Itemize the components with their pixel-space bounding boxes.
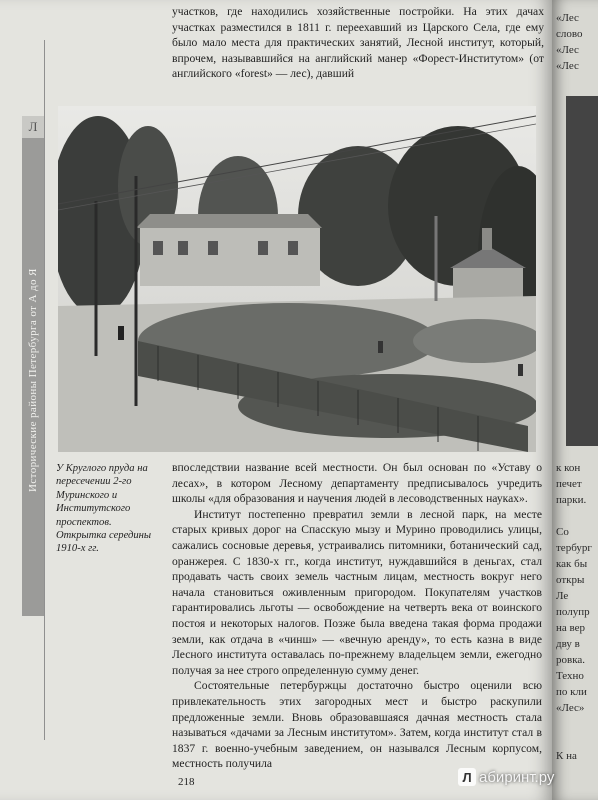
right-page-line: «Лес xyxy=(556,44,579,56)
body-paragraph-2: Институт постепенно превратил земли в лесной парк, на месте старых кривых дорог на Спасскую мызу и Мурино проводились улицы, сажались сосновые деревья, устраивались питомники, ботанический сад, оранжерея. С 1830-х гг., когда институт, нуждавшийся в деньгах, стал продавать часть своих земель частным лицам, местность вокруг него начала становиться оживленным пригородом. Покупателям участков гарантировались льготы — освобождение на четверть века от воинского постоя и некоторых налогов. Позже была введена такая форма продажи земли, как отдача в «чинш» — «вечную аренду», то есть казна в виде Лесного института оставалась по-прежнему владельцем земли, ежегодно получая за нее строго определенную сумму денег. xyxy=(172,507,542,677)
right-page-line: печет xyxy=(556,478,582,490)
right-page-line: дву в xyxy=(556,638,580,650)
watermark-text: абиринт.ру xyxy=(479,768,555,786)
body-text-block xyxy=(172,460,542,772)
right-page-line: «Лес» xyxy=(556,702,585,714)
photo-caption: У Круглого пруда на пересечении 2-го Муринского и Институтского проспектов. Открытка середины 1910-х гг. xyxy=(56,463,152,555)
top-paragraph: участков, где находились хозяйственные постройки. На этих дачах участках разместился в 1811 г. переехавший из Царского Села, где ему было мало места для практических занятий, Лесной институт, который, впрочем, называвшийся на английский манер «Форест-Институтом» (от английского «forest» — лес), давший xyxy=(172,5,544,81)
top-text-block xyxy=(172,4,544,82)
right-page-line: Техно xyxy=(556,670,584,682)
right-page-line: по кли xyxy=(556,686,587,698)
right-page-line: как бы xyxy=(556,558,588,570)
book-page-right xyxy=(552,0,598,800)
right-page-line: полупр xyxy=(556,606,590,618)
running-head-title: Исторические районы Петербурга от А до Я xyxy=(27,268,39,492)
section-letter: Л xyxy=(22,116,44,138)
body-paragraph-3: Состоятельные петербуржцы достаточно быстро оценили всю привлекательность этих загородных мест и быстро раскупили предложенные земли. Вновь образовавшаяся дачная местность стала называться «дачами за Лесным институтом». Затем, когда институт стал в 1837 г. военно-учебным заведением, он назывался Лесным корпусом, местность получила xyxy=(172,679,542,771)
body-paragraph-1: впоследствии название всей местности. Он был основан по «Уставу о лесах», в котором Лесному департаменту предписывалось учредить школы «для образования и научения людей в лесоводственных науках». xyxy=(172,461,542,506)
right-page-line: откры xyxy=(556,574,585,586)
right-page-photo xyxy=(566,96,598,446)
right-page-line: «Лес xyxy=(556,12,579,24)
historic-photograph xyxy=(58,106,536,452)
labirint-logo-icon: Л xyxy=(458,768,476,786)
right-page-line: слово xyxy=(556,28,583,40)
margin-rule xyxy=(44,40,45,740)
page-number: 218 xyxy=(178,776,195,788)
right-page-line: ровка. xyxy=(556,654,586,666)
right-page-line: парки. xyxy=(556,494,587,506)
right-page-line: К на xyxy=(556,750,577,762)
running-head-tab xyxy=(22,116,44,616)
site-watermark xyxy=(458,768,554,786)
right-page-line: Со xyxy=(556,526,569,538)
right-page-line: к кон xyxy=(556,462,581,474)
right-page-line: тербург xyxy=(556,542,592,554)
right-page-line: «Лес xyxy=(556,60,579,72)
right-page-line: на вер xyxy=(556,622,586,634)
right-page-line: Ле xyxy=(556,590,569,602)
